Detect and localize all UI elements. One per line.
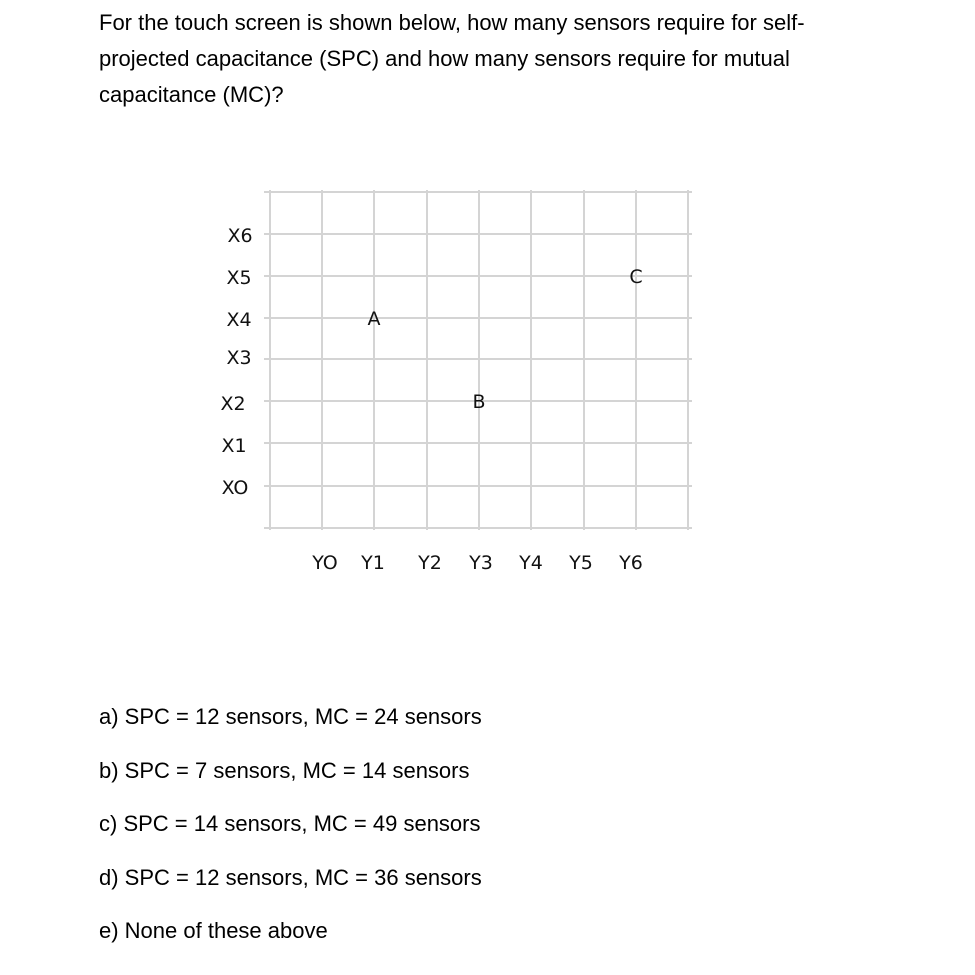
grid-point-label: B [472,391,486,413]
question-line: projected capacitance (SPC) and how many sensors require for mutual [99,46,790,71]
answer-options [99,700,482,968]
question-line: For the touch screen is shown below, how many sensors require for self- [99,10,805,35]
grid-point-label: A [367,308,381,330]
col-labels [311,552,643,574]
row-label: X1 [221,435,247,457]
col-label: YO [312,552,338,574]
answer-option-c[interactable]: c) SPC = 14 sensors, MC = 49 sensors [99,811,481,836]
col-label: Y2 [418,552,442,574]
row-labels [220,225,252,499]
row-label: X2 [220,393,246,415]
col-label: Y4 [519,552,543,574]
answer-option-d[interactable]: d) SPC = 12 sensors, MC = 36 sensors [99,864,482,890]
question-line: capacitance (MC)? [99,82,284,107]
row-label: XO [221,477,249,499]
row-label: X3 [226,347,252,369]
answer-option-b[interactable]: b) SPC = 7 sensors, MC = 14 sensors [99,757,470,783]
answer-option-e[interactable]: e) None of these above [99,918,328,943]
col-label: Y1 [361,552,385,574]
col-label: Y5 [569,552,593,574]
answer-option-a[interactable]: a) SPC = 12 sensors, MC = 24 sensors [99,704,482,729]
grid-lines [264,190,692,530]
col-label: Y3 [469,552,493,574]
point-marks [368,266,643,413]
row-label: X4 [226,309,252,331]
col-label: Y6 [619,552,643,574]
row-label: X5 [226,267,252,289]
row-label: X6 [227,225,253,247]
grid-point-label: C [629,266,643,288]
